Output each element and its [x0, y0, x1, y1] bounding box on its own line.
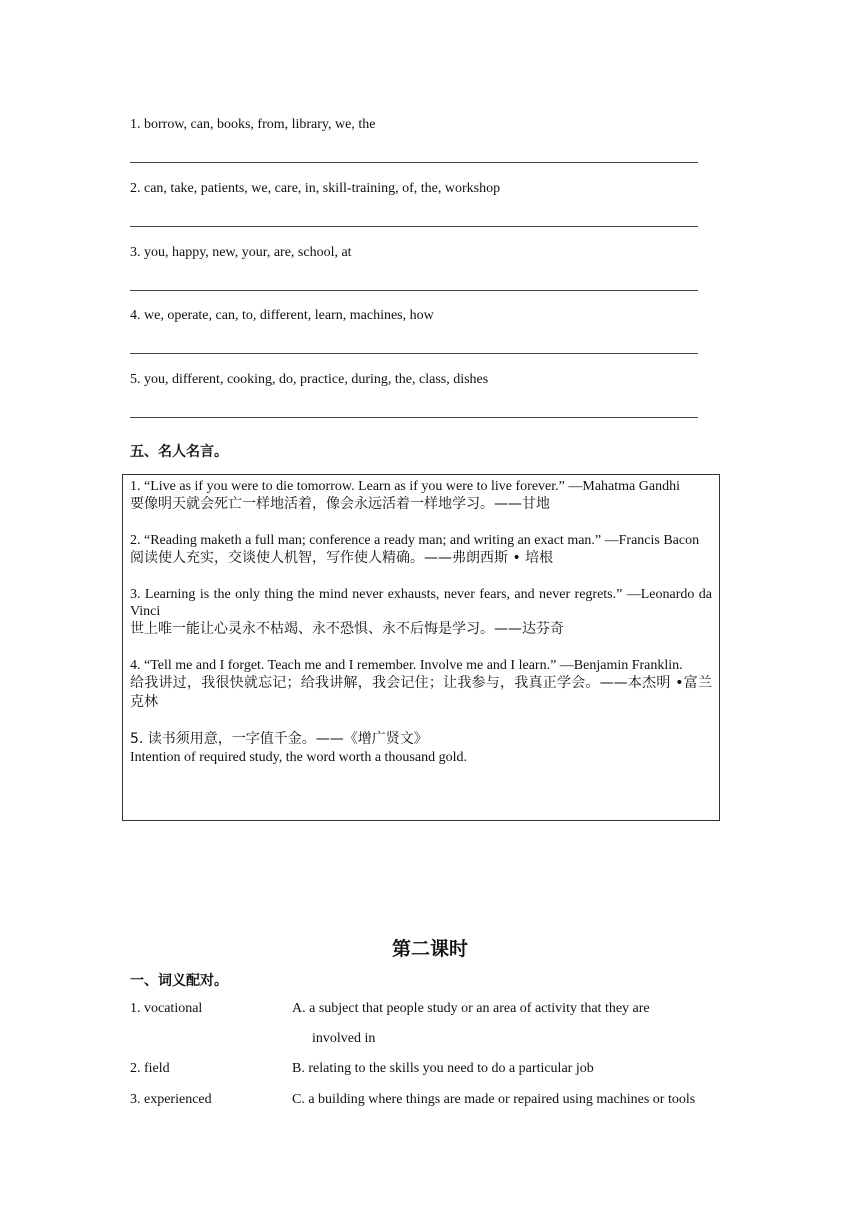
unscramble-item-4: 4. we, operate, can, to, different, learn, machines, how: [130, 308, 434, 323]
quote-english: 2. “Reading maketh a full man; conference a ready man; and writing an exact man.” —Francis Bacon: [130, 533, 700, 548]
quote-item-4: [130, 657, 712, 712]
match-term-1: 1. vocational: [130, 1001, 203, 1016]
answer-line-1[interactable]: [130, 162, 698, 163]
quotes-box: [122, 474, 720, 821]
unscramble-item-3: 3. you, happy, new, your, are, school, at: [130, 245, 352, 260]
unscramble-item-1: 1. borrow, can, books, from, library, we, the: [130, 117, 376, 132]
quotes-heading: 五、名人名言。: [130, 444, 228, 460]
matching-heading: 一、词义配对。: [130, 973, 228, 989]
quote-chinese: 阅读使人充实，交谈使人机智，写作使人精确。——弗朗西斯 • 培根: [130, 550, 554, 566]
match-definition-a-continued: involved in: [312, 1031, 376, 1046]
quote-chinese: 世上唯一能让心灵永不枯竭、永不恐惧、永不后悔是学习。——达芬奇: [130, 621, 564, 637]
quote-item-5: [130, 730, 712, 766]
answer-line-4[interactable]: [130, 353, 698, 354]
quote-item-2: [130, 532, 712, 568]
quote-english: Intention of required study, the word worth a thousand gold.: [130, 750, 467, 765]
quote-english: 1. “Live as if you were to die tomorrow. Learn as if you were to live forever.” —Mahatma Gandhi: [130, 479, 680, 494]
answer-line-5[interactable]: [130, 417, 698, 418]
quote-english: 3. Learning is the only thing the mind never exhausts, never fears, and never regrets.” —Leonardo da Vinci: [130, 587, 712, 619]
unscramble-item-5: 5. you, different, cooking, do, practice, during, the, class, dishes: [130, 372, 489, 387]
lesson-title: 第二课时: [391, 938, 468, 960]
match-definition-a: A. a subject that people study or an area of activity that they are: [292, 1001, 650, 1016]
match-definition-c: C. a building where things are made or repaired using machines or tools: [292, 1092, 696, 1107]
quote-chinese: 给我讲过，我很快就忘记；给我讲解，我会记住；让我参与，我真正学会。——本杰明 •富兰克林: [130, 675, 712, 710]
quote-item-3: [130, 586, 712, 639]
quote-english: 4. “Tell me and I forget. Teach me and I remember. Involve me and I learn.” —Benjamin Franklin.: [130, 658, 683, 673]
answer-line-2[interactable]: [130, 226, 698, 227]
quote-chinese: 5. 读书须用意，一字值千金。——《增广贤文》: [130, 731, 428, 747]
unscramble-item-2: 2. can, take, patients, we, care, in, skill-training, of, the, workshop: [130, 181, 501, 196]
match-term-2: 2. field: [130, 1061, 170, 1076]
match-term-3: 3. experienced: [130, 1092, 212, 1107]
match-definition-b: B. relating to the skills you need to do a particular job: [292, 1061, 594, 1076]
quote-item-1: [130, 478, 712, 514]
quote-chinese: 要像明天就会死亡一样地活着，像会永远活着一样地学习。——甘地: [130, 496, 550, 512]
answer-line-3[interactable]: [130, 290, 698, 291]
